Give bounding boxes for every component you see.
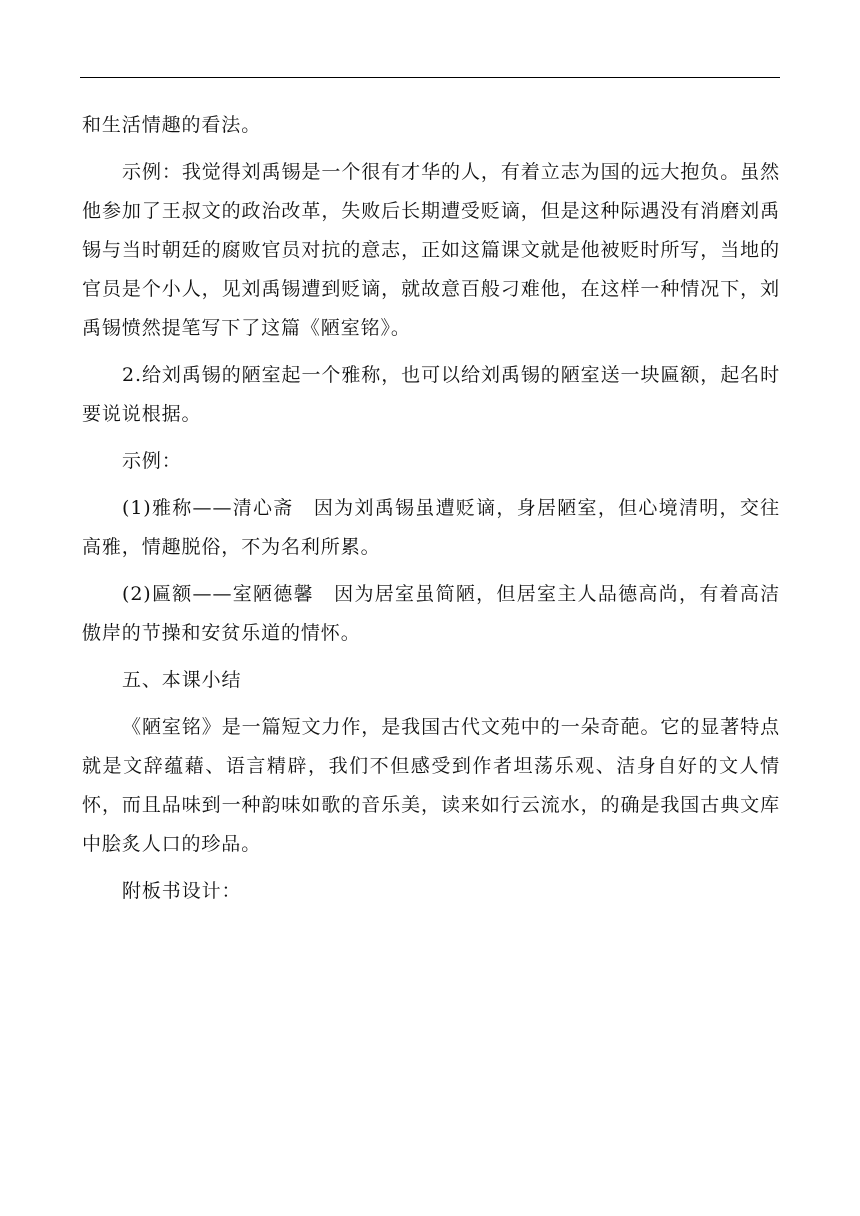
paragraph-example-liu-yuxi: 示例：我觉得刘禹锡是一个很有才华的人，有着立志为国的远大抱负。虽然他参加了王叔文的政治改革，失败后长期遭受贬谪，但是这种际遇没有消磨刘禹锡与当时朝廷的腐败官员对抗的意志，正如这篇课文就是他被贬时所写，当地的官员是个小人，见刘禹锡遭到贬谪，就故意百般刁难他，在这样一种情况下，刘禹锡愤然提笔写下了这篇《陋室铭》。	[82, 161, 780, 339]
paragraph-example-1: (1)雅称——清心斋 因为刘禹锡虽遭贬谪，身居陋室，但心境清明，交往高雅，情趣脱俗，不为名利所累。	[82, 497, 780, 558]
paragraph-summary: 《陋室铭》是一篇短文力作，是我国古代文苑中的一朵奇葩。它的显著特点就是文辞蕴藉、语言精辟，我们不但感受到作者坦荡乐观、洁身自好的文人情怀，而且品味到一种韵味如歌的音乐美，读来如行云流水，的确是我国古典文库中脍炙人口的珍品。	[82, 716, 780, 855]
paragraph-board-design: 附板书设计：	[122, 880, 242, 902]
document-body	[82, 106, 780, 919]
paragraph-question-2: 2.给刘禹锡的陋室起一个雅称，也可以给刘禹锡的陋室送一块匾额，起名时要说说根据。	[82, 364, 780, 425]
paragraph-continuation: 和生活情趣的看法。	[82, 114, 262, 136]
paragraph-example-2: (2)匾额——室陋德馨 因为居室虽简陋，但居室主人品德高尚，有着高洁傲岸的节操和安贫乐道的情怀。	[82, 583, 780, 644]
header-rule	[80, 77, 780, 78]
paragraph-example-label: 示例：	[122, 450, 182, 472]
section-heading-summary: 五、本课小结	[122, 669, 242, 691]
